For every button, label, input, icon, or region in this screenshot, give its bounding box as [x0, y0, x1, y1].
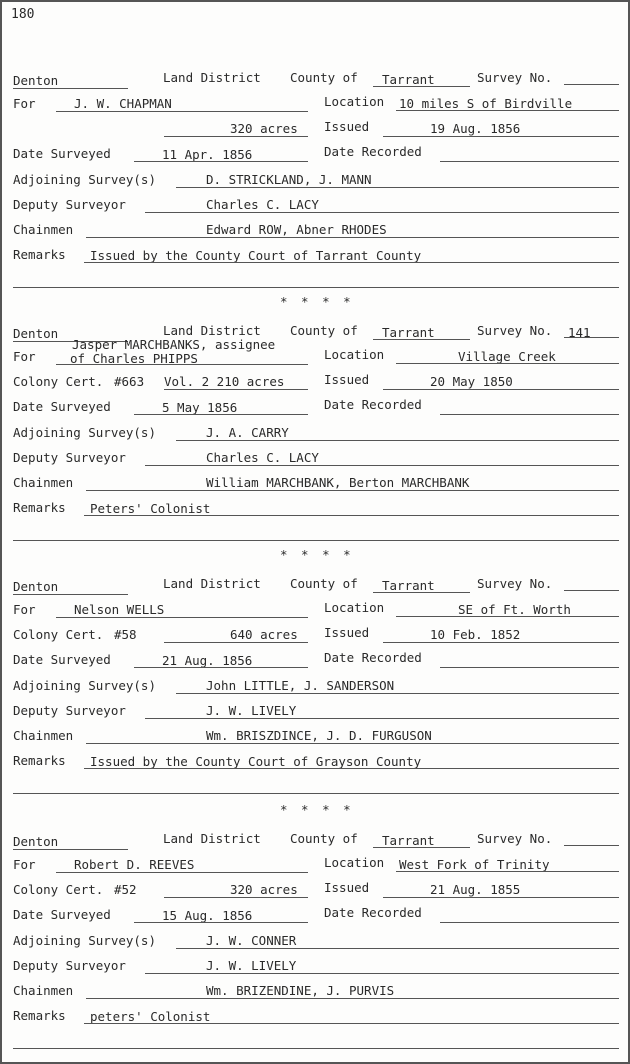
adjoining-value: John LITTLE, J. SANDERSON: [206, 678, 395, 693]
date-surveyed-label: Date Surveyed: [13, 652, 111, 667]
land-district-label: Land District: [163, 70, 261, 85]
acres-value: 320 acres: [230, 882, 298, 897]
chainmen-label: Chainmen: [13, 222, 74, 237]
remarks-underline: [84, 515, 619, 516]
for-label: For: [13, 349, 36, 364]
county-label: County of: [290, 831, 358, 846]
location-underline: [396, 871, 619, 872]
for-label: For: [13, 602, 36, 617]
land-district-value: Denton: [13, 326, 59, 341]
for-label: For: [13, 857, 36, 872]
remarks-continuation-line: [13, 540, 619, 541]
survey-no-value: 141: [568, 325, 591, 340]
issued-value: 19 Aug. 1856: [430, 121, 521, 136]
remarks-label: Remarks: [13, 753, 66, 768]
date-recorded-label: Date Recorded: [324, 144, 422, 159]
for-underline: [56, 617, 308, 618]
for-value: Robert D. REEVES: [74, 857, 195, 872]
county-underline: [373, 86, 470, 87]
remarks-continuation-line: [13, 793, 619, 794]
date-surveyed-value: 5 May 1856: [162, 400, 238, 415]
date-recorded-underline: [440, 667, 619, 668]
county-label: County of: [290, 323, 358, 338]
issued-value: 20 May 1850: [430, 374, 513, 389]
deputy-underline: [145, 718, 619, 719]
colony-cert-value: #663: [114, 374, 145, 389]
for-label: For: [13, 96, 36, 111]
remarks-value: Peters' Colonist: [90, 501, 211, 516]
date-recorded-underline: [440, 922, 619, 923]
chainmen-underline: [86, 743, 619, 744]
survey-no-underline: [564, 84, 619, 85]
district-underline: [13, 88, 128, 89]
chainmen-label: Chainmen: [13, 475, 74, 490]
county-value: Tarrant: [382, 833, 435, 848]
chainmen-value: Wm. BRIZENDINE, J. PURVIS: [206, 983, 395, 998]
for-value: J. W. CHAPMAN: [74, 96, 172, 111]
location-value: 10 miles S of Birdville: [399, 96, 573, 111]
county-label: County of: [290, 576, 358, 591]
adjoining-value: J. A. CARRY: [206, 425, 289, 440]
county-value: Tarrant: [382, 578, 435, 593]
deputy-underline: [145, 465, 619, 466]
chainmen-underline: [86, 998, 619, 999]
date-surveyed-label: Date Surveyed: [13, 146, 111, 161]
chainmen-label: Chainmen: [13, 728, 74, 743]
location-label: Location: [324, 347, 385, 362]
county-label: County of: [290, 70, 358, 85]
deputy-underline: [145, 973, 619, 974]
remarks-underline: [84, 262, 619, 263]
date-surveyed-label: Date Surveyed: [13, 907, 111, 922]
remarks-label: Remarks: [13, 1008, 66, 1023]
adjoining-label: Adjoining Survey(s): [13, 678, 156, 693]
land-district-label: Land District: [163, 576, 261, 591]
chainmen-value: William MARCHBANK, Berton MARCHBANK: [206, 475, 470, 490]
survey-no-underline: [564, 590, 619, 591]
location-label: Location: [324, 600, 385, 615]
remarks-value: Issued by the County Court of Tarrant County: [90, 248, 422, 263]
land-district-value: Denton: [13, 834, 59, 849]
chainmen-underline: [86, 237, 619, 238]
remarks-value: Issued by the County Court of Grayson County: [90, 754, 422, 769]
land-district-value: Denton: [13, 579, 59, 594]
issued-label: Issued: [324, 119, 370, 134]
adjoining-underline: [176, 440, 619, 441]
adjoining-label: Adjoining Survey(s): [13, 933, 156, 948]
survey-no-underline: [564, 845, 619, 846]
location-underline: [396, 110, 619, 111]
issued-label: Issued: [324, 372, 370, 387]
date-recorded-label: Date Recorded: [324, 397, 422, 412]
chainmen-underline: [86, 490, 619, 491]
chainmen-value: Edward ROW, Abner RHODES: [206, 222, 387, 237]
adjoining-value: J. W. CONNER: [206, 933, 297, 948]
page-number: 180: [11, 7, 35, 22]
date-surveyed-value: 11 Apr. 1856: [162, 147, 253, 162]
remarks-continuation-line: [13, 1048, 619, 1049]
issued-label: Issued: [324, 880, 370, 895]
district-underline: [13, 849, 128, 850]
location-value: Village Creek: [458, 349, 556, 364]
date-recorded-label: Date Recorded: [324, 650, 422, 665]
adjoining-underline: [176, 693, 619, 694]
land-district-label: Land District: [163, 831, 261, 846]
acres-underline: [164, 897, 308, 898]
remarks-label: Remarks: [13, 247, 66, 262]
colony-cert-label: Colony Cert.: [13, 374, 104, 389]
for-underline: [56, 111, 308, 112]
acres-underline: [164, 136, 308, 137]
chainmen-label: Chainmen: [13, 983, 74, 998]
for-value-line2: of Charles PHIPPS: [70, 351, 198, 366]
record-separator: * * * *: [280, 294, 354, 309]
adjoining-label: Adjoining Survey(s): [13, 172, 156, 187]
remarks-underline: [84, 768, 619, 769]
acres-value: Vol. 2 210 acres: [164, 374, 285, 389]
colony-cert-value: #52: [114, 882, 137, 897]
county-value: Tarrant: [382, 72, 435, 87]
location-label: Location: [324, 94, 385, 109]
deputy-underline: [145, 212, 619, 213]
location-underline: [396, 363, 619, 364]
record-separator: * * * *: [280, 547, 354, 562]
issued-value: 21 Aug. 1855: [430, 882, 521, 897]
deputy-label: Deputy Surveyor: [13, 450, 126, 465]
colony-cert-label: Colony Cert.: [13, 882, 104, 897]
remarks-continuation-line: [13, 287, 619, 288]
deputy-value: J. W. LIVELY: [206, 703, 297, 718]
remarks-value: peters' Colonist: [90, 1009, 211, 1024]
issued-underline: [383, 389, 619, 390]
date-surveyed-underline: [134, 667, 308, 668]
deputy-value: J. W. LIVELY: [206, 958, 297, 973]
land-district-label: Land District: [163, 323, 261, 338]
colony-cert-value: #58: [114, 627, 137, 642]
issued-underline: [383, 642, 619, 643]
survey-no-label: Survey No.: [477, 323, 553, 338]
date-recorded-underline: [440, 161, 619, 162]
date-surveyed-underline: [134, 161, 308, 162]
adjoining-label: Adjoining Survey(s): [13, 425, 156, 440]
record-separator: * * * *: [280, 802, 354, 817]
adjoining-underline: [176, 948, 619, 949]
date-surveyed-value: 15 Aug. 1856: [162, 908, 253, 923]
location-value: West Fork of Trinity: [399, 857, 550, 872]
location-value: SE of Ft. Worth: [458, 602, 571, 617]
district-underline: [13, 594, 128, 595]
date-recorded-underline: [440, 414, 619, 415]
issued-label: Issued: [324, 625, 370, 640]
date-surveyed-value: 21 Aug. 1856: [162, 653, 253, 668]
deputy-value: Charles C. LACY: [206, 450, 319, 465]
acres-value: 320 acres: [230, 121, 298, 136]
issued-underline: [383, 136, 619, 137]
deputy-label: Deputy Surveyor: [13, 958, 126, 973]
deputy-value: Charles C. LACY: [206, 197, 319, 212]
survey-no-label: Survey No.: [477, 70, 553, 85]
adjoining-underline: [176, 187, 619, 188]
deputy-label: Deputy Surveyor: [13, 197, 126, 212]
acres-underline: [164, 389, 308, 390]
remarks-label: Remarks: [13, 500, 66, 515]
county-underline: [373, 592, 470, 593]
land-district-value: Denton: [13, 73, 59, 88]
survey-no-underline: [564, 337, 619, 338]
adjoining-value: D. STRICKLAND, J. MANN: [206, 172, 372, 187]
survey-no-label: Survey No.: [477, 576, 553, 591]
for-underline: [56, 872, 308, 873]
date-surveyed-underline: [134, 922, 308, 923]
for-value: Nelson WELLS: [74, 602, 165, 617]
date-recorded-label: Date Recorded: [324, 905, 422, 920]
acres-underline: [164, 642, 308, 643]
issued-underline: [383, 897, 619, 898]
colony-cert-label: Colony Cert.: [13, 627, 104, 642]
acres-value: 640 acres: [230, 627, 298, 642]
for-underline: [56, 364, 308, 365]
county-underline: [373, 339, 470, 340]
for-value: Jasper MARCHBANKS, assignee: [72, 337, 276, 352]
chainmen-value: Wm. BRISZDINCE, J. D. FURGUSON: [206, 728, 432, 743]
issued-value: 10 Feb. 1852: [430, 627, 521, 642]
deputy-label: Deputy Surveyor: [13, 703, 126, 718]
county-value: Tarrant: [382, 325, 435, 340]
county-underline: [373, 847, 470, 848]
date-surveyed-label: Date Surveyed: [13, 399, 111, 414]
survey-no-label: Survey No.: [477, 831, 553, 846]
remarks-underline: [84, 1023, 619, 1024]
date-surveyed-underline: [134, 414, 308, 415]
location-label: Location: [324, 855, 385, 870]
location-underline: [396, 616, 619, 617]
